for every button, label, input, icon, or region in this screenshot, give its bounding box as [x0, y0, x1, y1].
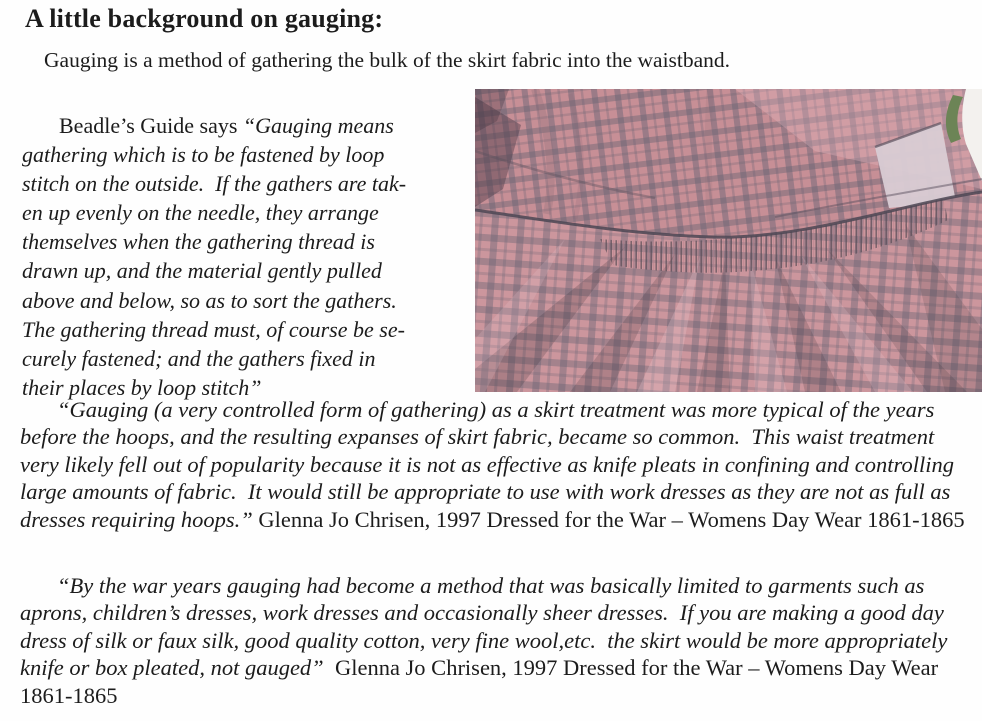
chrisen-quote-1-text: “Gauging (a very controlled form of gathering) as a skirt treatment was more typical of the years before the hoops, and the resulting expanses of skirt fabric, became so common. This waist treatment very likely fell out of popularity because it is not as effective as knife pleats in confining and controlling large amounts of fabric. It would still be appropriate to use with work dresses as they are not as full as dresses requiring hoops.”: [20, 397, 960, 532]
beadle-lead-in: Beadle’s Guide says: [59, 113, 243, 138]
page-title: A little background on gauging:: [25, 4, 384, 33]
chrisen-quote-2: [20, 572, 970, 709]
chrisen-quote-1: [20, 396, 970, 533]
chrisen-quote-1-attribution: Glenna Jo Chrisen, 1997 Dressed for the War – Womens Day Wear 1861-1865: [258, 506, 965, 532]
gauging-photo: [475, 89, 982, 392]
chrisen-quote-2-attribution: Glenna Jo Chrisen, 1997 Dressed for the War – Womens Day Wear 1861-1865: [20, 655, 944, 708]
beadle-quote-paragraph: [22, 111, 474, 402]
chrisen-quote-2-text: “By the war years gauging had become a method that was basically limited to garments such as aprons, children’s dresses, work dresses and occasionally sheer dresses. If you are making a good day dress of silk or faux silk, good quality cotton, very fine wool,etc. the skirt would be more appropriately knife or box pleated, not gauged”: [20, 573, 953, 681]
plaid-dress-image: [475, 89, 982, 392]
beadle-first-line: [22, 111, 474, 140]
beadle-quote-start: “Gauging means: [242, 113, 394, 138]
intro-text: Gauging is a method of gathering the bulk of the skirt fabric into the waistband.: [44, 48, 731, 72]
beadle-quote-lines: gathering which is to be fastened by loop stitch on the outside. If the gathers are tak- en up evenly on the needle, they arrange themselves when the gathering thread is drawn up, and the material gently pulled above and below, so as to sort the gathers. The gathering thread must, of course be se- curely fastened; and the gathers fixed in their places by loop stitch”: [22, 142, 407, 400]
